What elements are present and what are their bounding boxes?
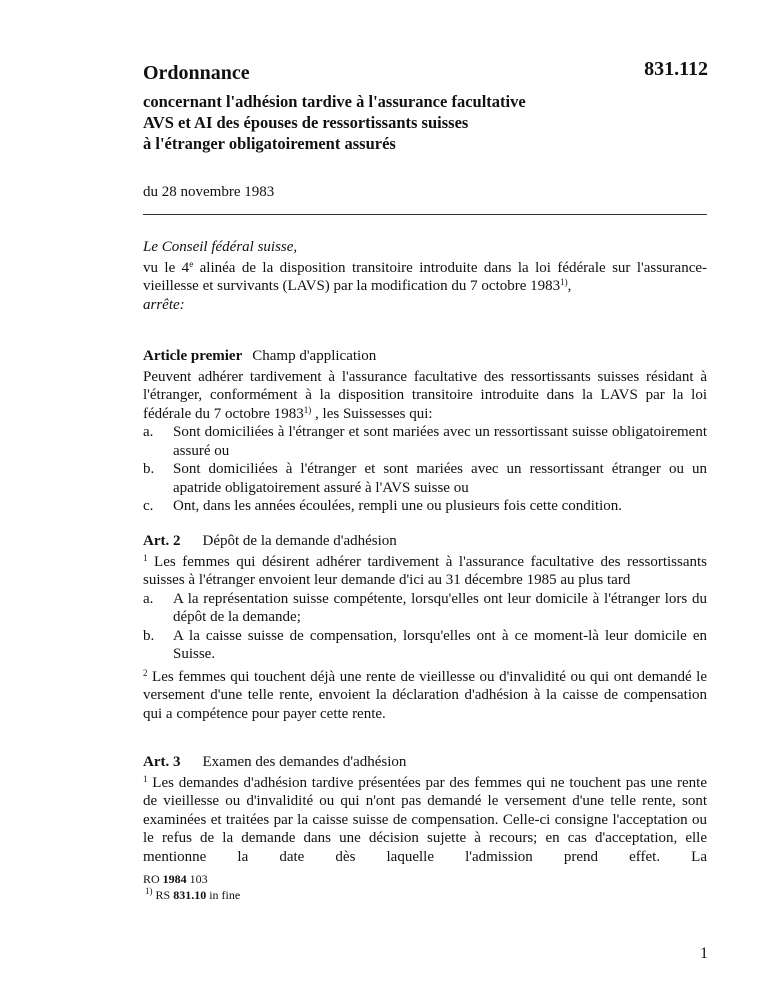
list-item (143, 497, 707, 516)
list-item (143, 627, 707, 664)
footnote-text: RO (143, 872, 163, 886)
article-3 (143, 753, 707, 866)
paragraph-text: Les femmes qui touchent déjà une rente de vieillesse ou d'invalidité ou qui ont demandé le versement d'une telle rente, envoient la déclaration d'adhésion à la caisse de compensation qui a compétence pour payer cette rente. (143, 668, 707, 722)
list-item-text: A la caisse suisse de compensation, lorsqu'elles ont à ce moment-là leur domicile en Suisse. (173, 627, 707, 662)
header-divider (143, 214, 707, 215)
footnote-text: in fine (206, 888, 241, 902)
paragraph-text: , les Suissesses qui: (311, 405, 433, 422)
paragraph-text: Les femmes qui désirent adhérer tardivement à l'assurance facultative des ressortissants suisses à l'étranger envoient leur demande d'ici au 31 décembre 1985 au plus tard (143, 553, 707, 588)
page-number: 1 (700, 945, 708, 962)
list-item-text: Sont domiciliées à l'étranger et sont mariées avec un ressortissant suisse obligatoirement assuré ou (173, 424, 707, 459)
list-item (143, 423, 707, 460)
footnote-ref: 1) (303, 404, 312, 415)
article-title: Champ d'application (252, 348, 377, 364)
article-heading (143, 753, 707, 772)
paragraph-text: Peuvent adhérer tardivement à l'assurance facultative des ressortissants suisses résidant à l'étranger, conformément à la disposition transitoire introduite dans la LAVS par la loi fédérale du 7 octobre 1983 (143, 368, 707, 422)
preamble-vu (143, 259, 707, 296)
footnote-text: 103 (186, 872, 208, 886)
preamble-vu-text: vu le 4 (143, 259, 190, 276)
article-2 (143, 532, 707, 723)
footnotes (143, 871, 240, 903)
footnote-text: 831.10 (173, 888, 207, 902)
footnote-1 (143, 887, 240, 903)
list-item-text: Ont, dans les années écoulées, rempli une ou plusieurs fois cette condition. (173, 498, 623, 514)
preamble-vu-text: alinéa de la disposition transitoire introduite dans la loi fédérale sur l'assurance-vieillesse et survivants (LAVS) par la modification du 7 octobre 1983 (143, 259, 708, 294)
article-paragraph (143, 553, 707, 590)
document-subtitle (143, 91, 703, 154)
preamble-authority: Le Conseil fédéral suisse, (143, 239, 298, 255)
footnote-mark: 1) (145, 886, 153, 896)
footnote-text: RS (152, 888, 174, 902)
article-label: Art. 3 (143, 754, 181, 770)
superscript: e (189, 258, 194, 269)
list-item-label: a. (143, 590, 154, 607)
article-heading (143, 347, 707, 366)
list-item (143, 590, 707, 627)
footnote-ro (143, 871, 240, 887)
document-date: du 28 novembre 1983 (143, 184, 275, 200)
list-item-label: b. (143, 627, 155, 644)
article-label: Article premier (143, 348, 243, 364)
paragraph-number: 1 (143, 552, 148, 563)
document-title: Ordonnance (143, 62, 250, 84)
footnote-text: 1984 (162, 872, 187, 886)
list-item-label: b. (143, 461, 155, 477)
preamble (143, 238, 707, 314)
article-heading (143, 532, 707, 551)
article-paragraph (143, 668, 707, 724)
subtitle-line: concernant l'adhésion tardive à l'assurance facultative (143, 92, 526, 111)
preamble-arrete: arrête: (143, 296, 185, 313)
subtitle-line: à l'étranger obligatoirement assurés (143, 134, 396, 153)
article-1 (143, 347, 707, 516)
article-label: Art. 2 (143, 533, 181, 549)
preamble-vu-text: , (567, 278, 572, 294)
article-paragraph (143, 368, 707, 424)
article-title: Dépôt de la demande d'adhésion (202, 533, 397, 549)
document-number: 831.112 (644, 58, 708, 80)
article-paragraph (143, 774, 707, 867)
list-item-text: Sont domiciliées à l'étranger et sont mariées avec un ressortissant étranger ou un apatride obligatoirement assuré à l'AVS suisse ou (173, 461, 707, 496)
list-item-label: a. (143, 424, 154, 440)
list-item-text: A la représentation suisse compétente, lorsqu'elles ont leur domicile à l'étranger lors du dépôt de la demande; (173, 590, 707, 625)
list-item-label: c. (143, 498, 154, 514)
list-item (143, 460, 707, 497)
article-title: Examen des demandes d'adhésion (202, 754, 407, 770)
paragraph-number: 2 (143, 667, 148, 678)
paragraph-text: Les demandes d'adhésion tardive présentées par des femmes qui ne touchent pas une rente de vieillesse ou d'invalidité ou qui n'ont pas demandé le versement d'une telle rente, sont examinées et traitées par la caisse suisse de compensation. Celle-ci consigne l'acceptation ou le refus de la demande dans une décision sujette à recours; en cas d'acceptation, elle mentionne la date dès laquelle l'admission prend effet. La (143, 774, 707, 865)
subtitle-line: AVS et AI des épouses de ressortissants suisses (143, 113, 469, 132)
paragraph-number: 1 (143, 773, 148, 784)
footnote-ref: 1) (560, 277, 568, 287)
